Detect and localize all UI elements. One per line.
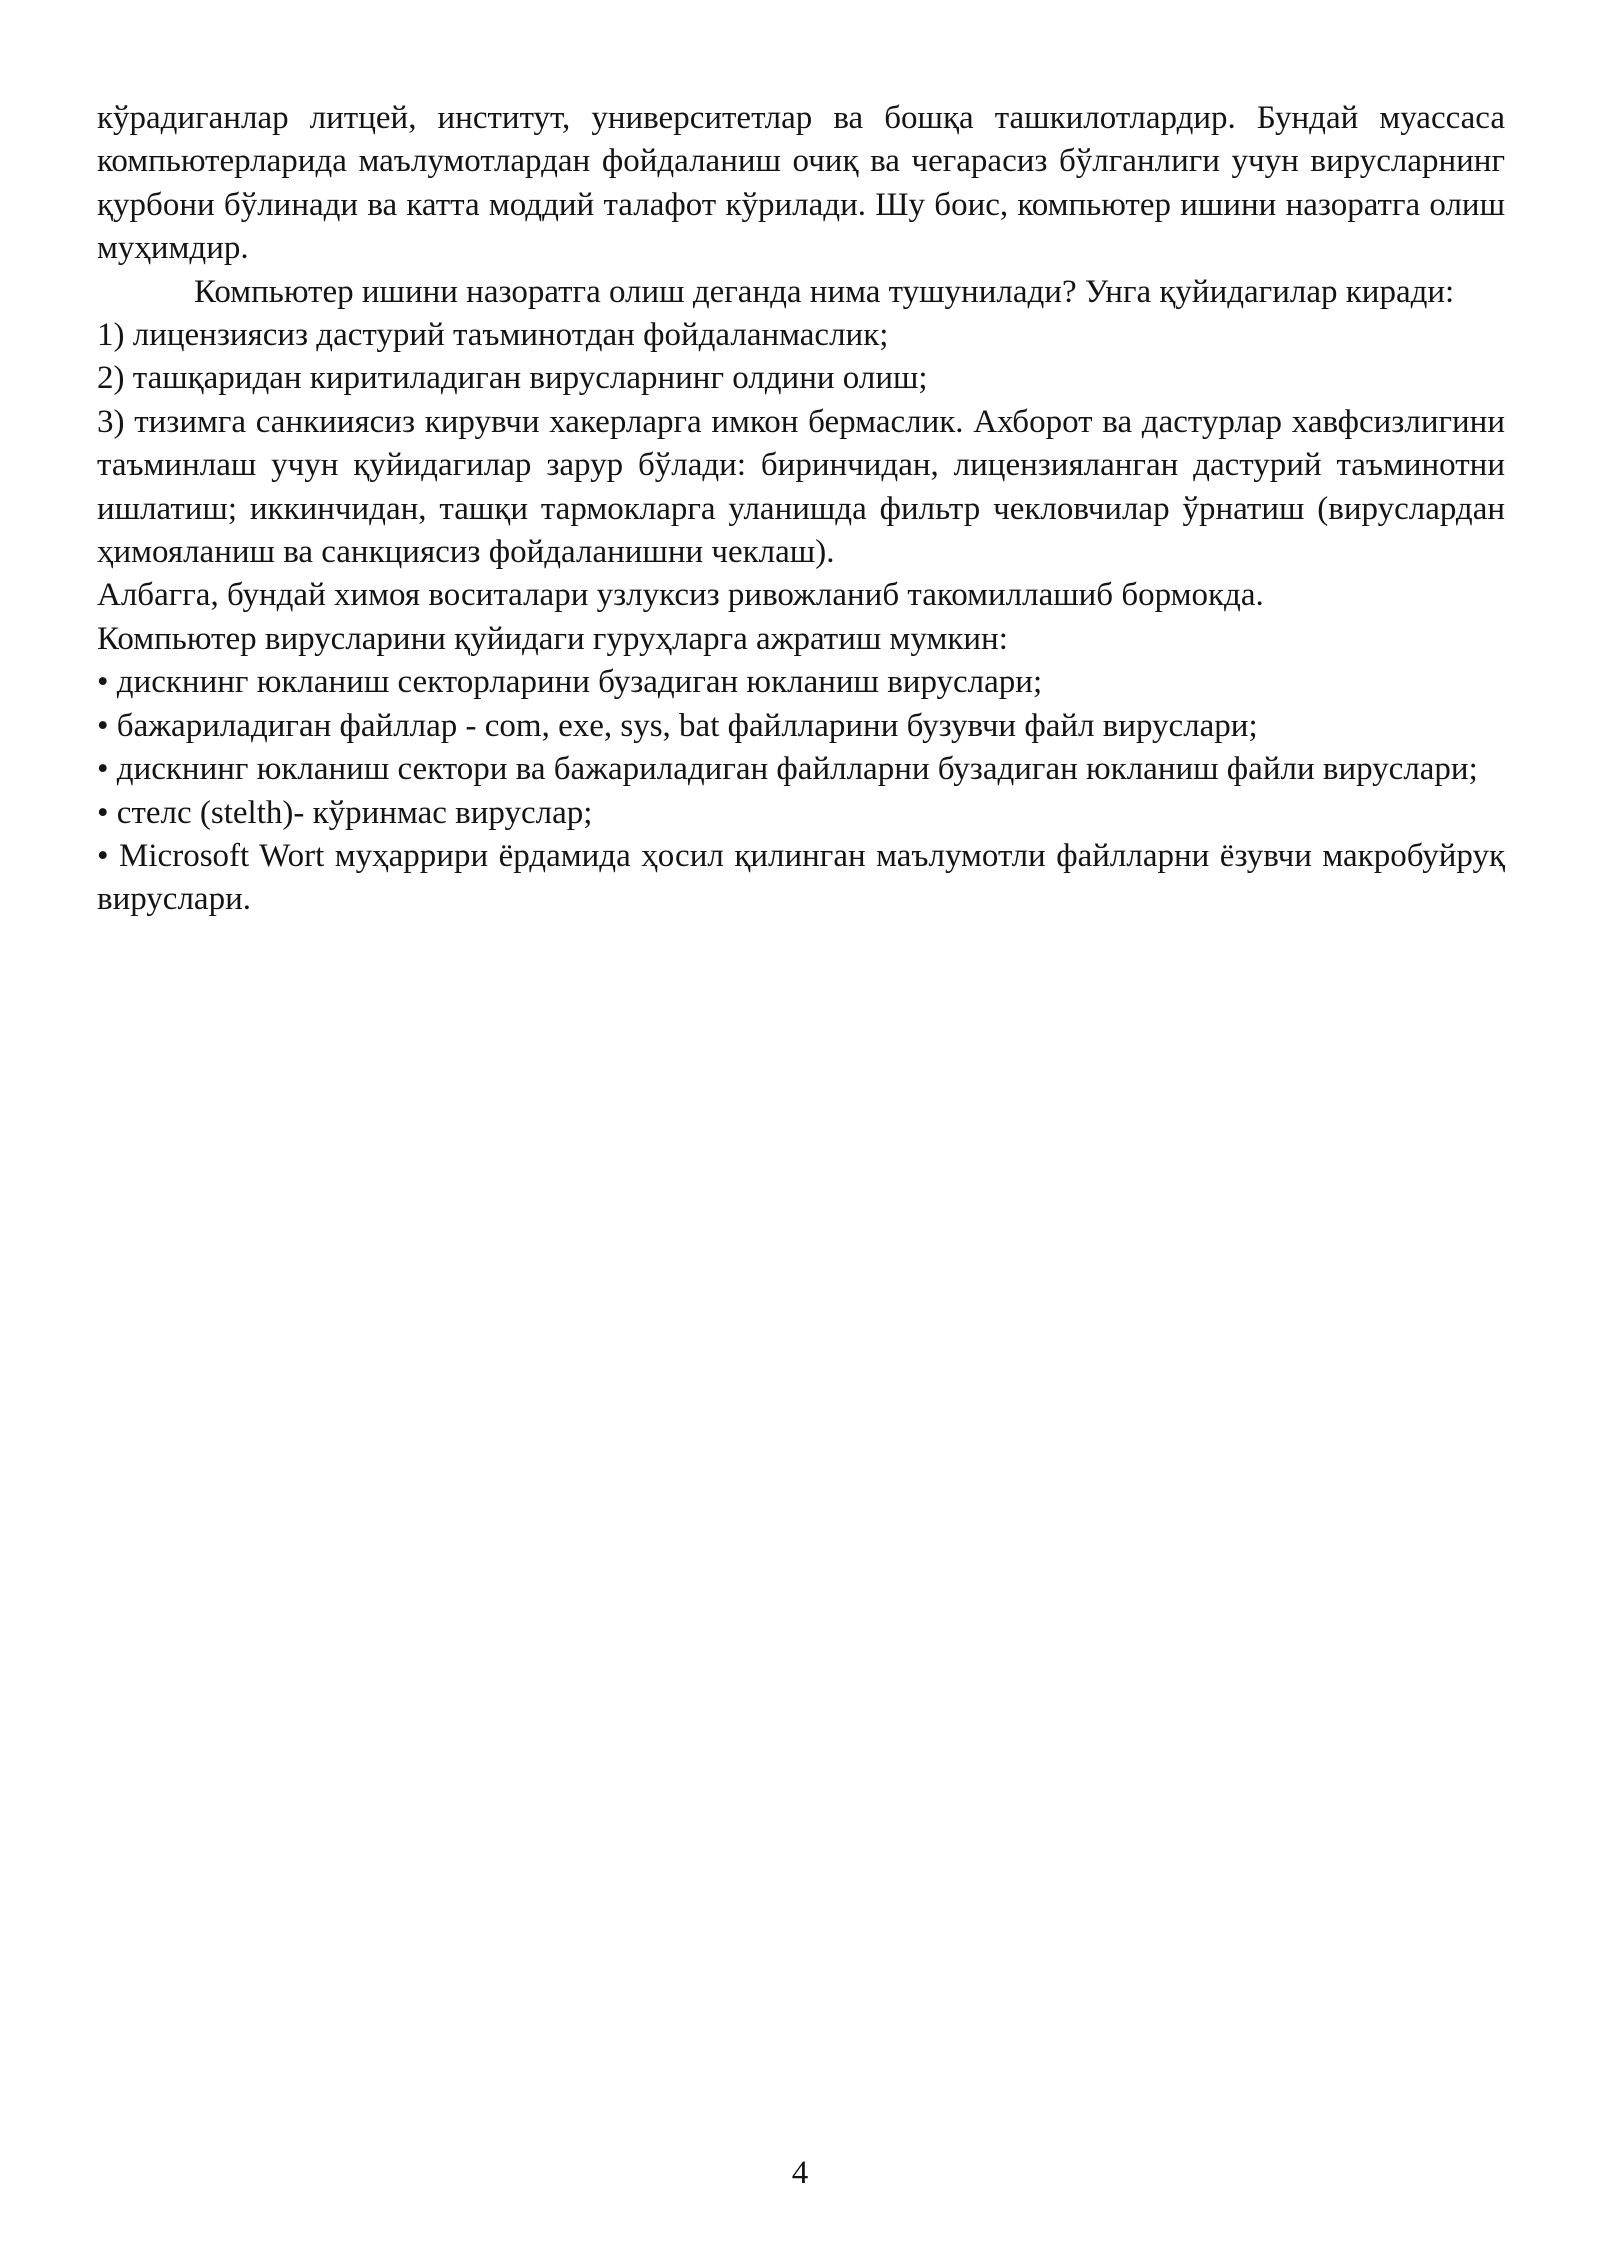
page-body-text [97,97,1505,922]
paragraph-protection-tools: Албагга, бундай химоя воситалари узлуксиз ривожланиб такомиллашиб бормокда. [97,577,1264,614]
paragraph-intro: кўрадиганлар литцей, институт, университетлар ва бошқа ташкилотлардир. Бундай муассаса компьютерларида маълумотлардан фойдаланиш очиқ ва чегарасиз бўлганлиги учун вирусларнинг қурбони бўлинади ва катта моддий талафот кўрилади. Шу боис, компьютер ишини назоратга олиш муҳимдир. [97,100,1505,267]
list-item-numbered-1: 1) лицензиясиз дастурий таъминотдан фойдаланмаслик; [97,317,889,354]
list-item-bullet-2: • бажариладиган файллар - com, exe, sys, bat файлларини бузувчи файл вируслари; [97,707,1258,744]
list-item-bullet-3: • дискнинг юкланиш сектори ва бажариладиган файлларни бузадиган юкланиш файли вируслари; [97,751,1478,788]
list-item-bullet-5: • Microsoft Wort муҳаррири ёрдамида ҳосил қилинган маълумотли файлларни ёзувчи макробуйруқ вируслари. [97,837,1505,918]
paragraph-virus-groups: Компьютер вирусларини қуйидаги гуруҳларга ажратиш мумкин: [97,620,1008,657]
list-item-bullet-4: • стелс (stelth)- кўринмас вируслар; [97,794,593,831]
page-number: 4 [791,2155,809,2191]
list-item-numbered-3: 3) тизимга санкииясиз кирувчи хакерларга имкон бермаслик. Ахборот ва дастурлар хавфсизлигини таъминлаш учун қуйидагилар зарур бўлади: биринчидан, лицензияланган дастурий таъминотни ишлатиш; иккинчидан, ташқи тармокларга уланишда фильтр чекловчилар ўрнатиш (вируслардан ҳимояланиш ва санкциясиз фойдаланишни чеклаш). [97,403,1505,571]
paragraph-control-question: Компьютер ишини назоратга олиш деганда нима тушунилади? Унга қуйидагилар киради: [194,273,1455,310]
list-item-numbered-2: 2) ташқаридан киритиладиган вирусларнинг олдини олиш; [97,360,928,397]
list-item-bullet-1: • дискнинг юкланиш секторларини бузадиган юкланиш вируслари; [97,664,1043,701]
